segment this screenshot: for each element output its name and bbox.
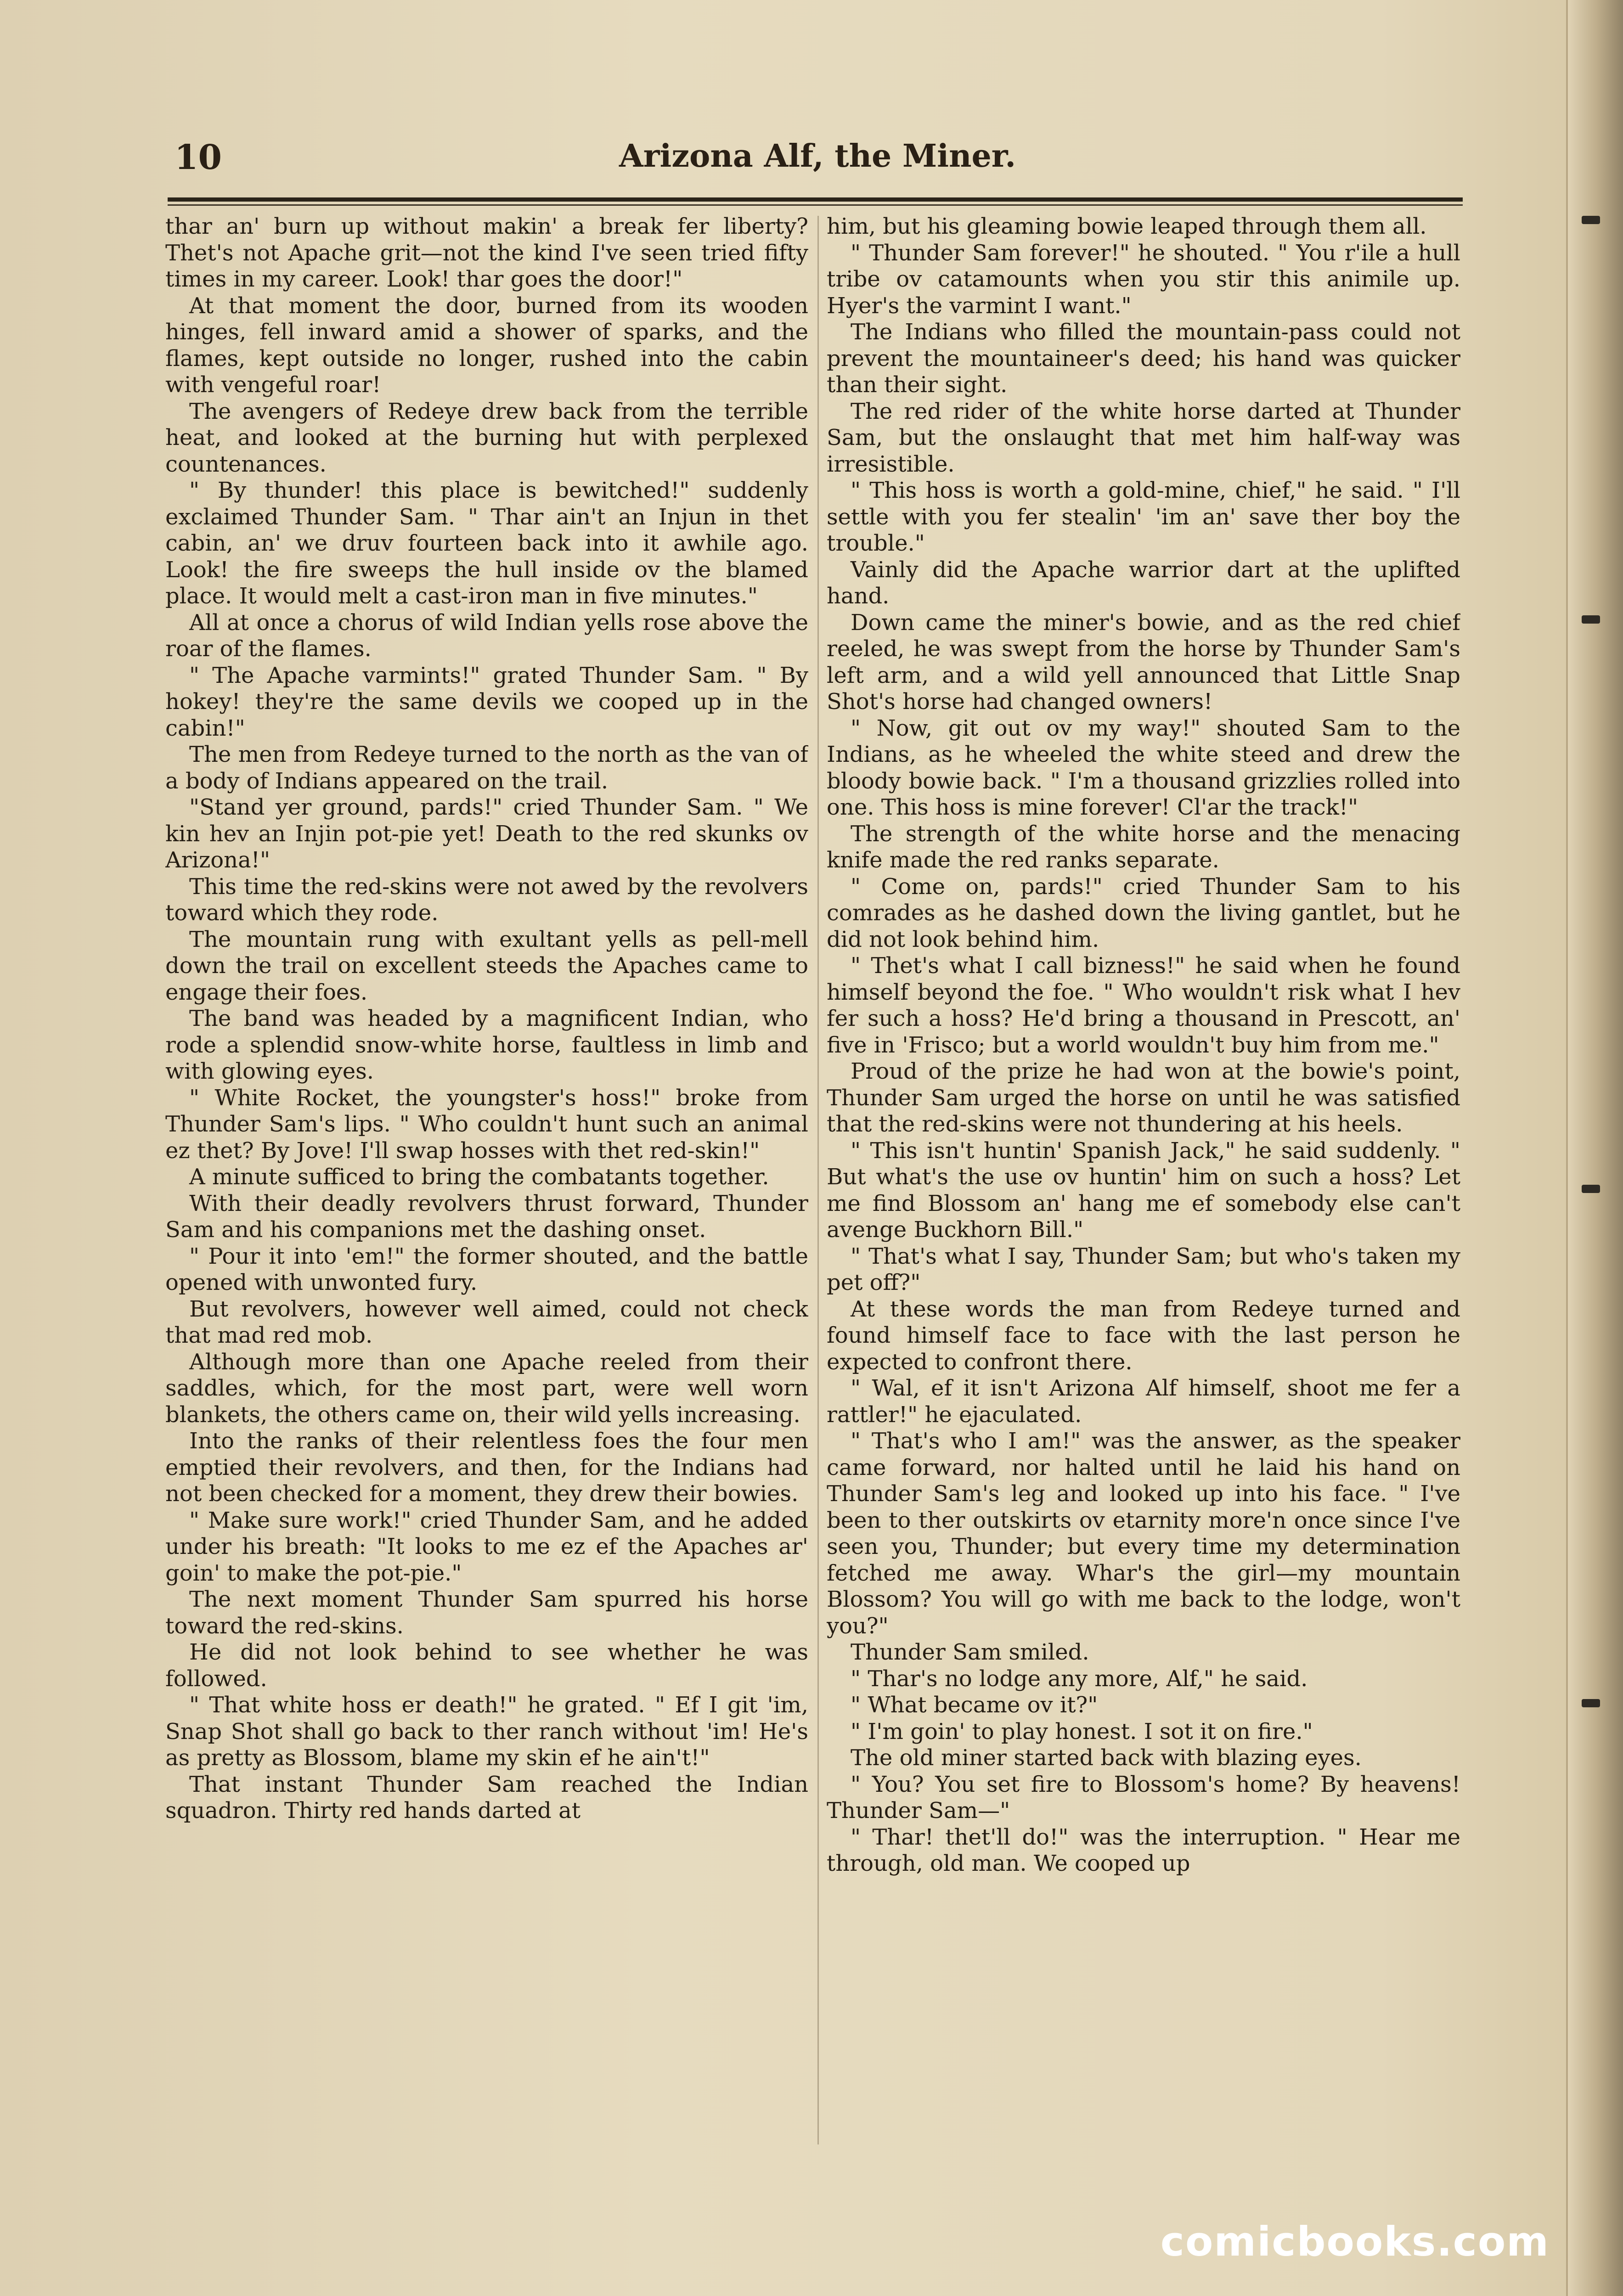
text-column-right: [827, 214, 1460, 2142]
text-column-left: [165, 214, 808, 2142]
header-rule-thin: [168, 204, 1463, 206]
paragraph: Proud of the prize he had won at the bowie's point, Thunder Sam urged the horse on until he was satisfied that the red-skins were not thundering at his heels.: [827, 1058, 1460, 1137]
paragraph: The strength of the white horse and the menacing knife made the red ranks separate.: [827, 821, 1460, 873]
paragraph: " This hoss is worth a gold-mine, chief," he said. " I'll settle with you fer stealin' 'im an' save ther boy the trouble.": [827, 478, 1460, 556]
paragraph: " Thar! thet'll do!" was the interruption. " Hear me through, old man. We cooped up: [827, 1824, 1460, 1876]
page-header: [175, 138, 1460, 197]
paragraph: " Thet's what I call bizness!" he said when he found himself beyond the foe. " Who wouldn't risk what I hev fer such a hoss? He'd bring a thousand in Prescott, an' five in 'Frisco; but a world wouldn't buy him from me.": [827, 953, 1460, 1058]
paragraph: The old miner started back with blazing eyes.: [851, 1745, 1362, 1771]
paragraph: " That's what I say, Thunder Sam; but who's taken my pet off?": [827, 1243, 1460, 1295]
column-divider: [817, 216, 819, 2144]
paragraph: " Wal, ef it isn't Arizona Alf himself, shoot me fer a rattler!" he ejaculated.: [827, 1375, 1460, 1428]
page-binding: [1566, 0, 1623, 2296]
paragraph: " White Rocket, the youngster's hoss!" broke from Thunder Sam's lips. " Who couldn't hunt such an animal ez thet? By Jove! I'll swap hosses with thet red-skin!": [165, 1085, 808, 1164]
paragraph: him, but his gleaming bowie leaped through them all.: [827, 214, 1427, 239]
paragraph: The band was headed by a magnificent Indian, who rode a splendid snow-white horse, faultless in limb and with glowing eyes.: [165, 1006, 808, 1084]
paragraph: " That's who I am!" was the answer, as the speaker came forward, nor halted until he laid his hand on Thunder Sam's leg and looked up into his face. " I've been to ther outskirts ov etarnity more'n once since I've seen you, Thunder; but every time my determination fetched me away. Whar's the girl—my mountain Blossom? You will go with me back to the lodge, won't you?": [827, 1428, 1460, 1639]
paragraph: " I'm goin' to play honest. I sot it on fire.": [851, 1718, 1313, 1745]
paragraph: The avengers of Redeye drew back from the terrible heat, and looked at the burning hut with perplexed countenances.: [165, 398, 808, 477]
paragraph: Although more than one Apache reeled from their saddles, which, for the most part, were well worn blankets, the others came on, their wild yells increasing.: [165, 1349, 808, 1428]
paragraph: " Make sure work!" cried Thunder Sam, and he added under his breath: "It looks to me ez ef the Apaches ar' goin' to make the pot-pie.": [165, 1507, 808, 1586]
binding-stitch: [1582, 1185, 1600, 1193]
paragraph: " That white hoss er death!" he grated. " Ef I git 'im, Snap Shot shall go back to ther ranch without 'im! He's as pretty as Blossom, blame my skin ef he ain't!": [165, 1692, 808, 1771]
paragraph: "Stand yer ground, pards!" cried Thunder Sam. " We kin hev an Injin pot-pie yet! Death to the red skunks ov Arizona!": [165, 794, 808, 873]
paragraph: At these words the man from Redeye turned and found himself face to face with the last person he expected to confront there.: [827, 1296, 1460, 1375]
paragraph: " Thar's no lodge any more, Alf," he said.: [851, 1666, 1308, 1692]
binding-stitch: [1582, 216, 1600, 224]
paragraph: With their deadly revolvers thrust forward, Thunder Sam and his companions met the dashing onset.: [165, 1190, 808, 1243]
running-title: Arizona Alf, the Miner.: [619, 138, 1016, 174]
header-rule: [168, 197, 1463, 202]
paragraph: A minute sufficed to bring the combatants together.: [189, 1164, 769, 1190]
paragraph: The mountain rung with exultant yells as pell-mell down the trail on excellent steeds the Apaches came to engage their foes.: [165, 926, 808, 1005]
paragraph: " Thunder Sam forever!" he shouted. " You r'ile a hull tribe ov catamounts when you stir this animile up. Hyer's the varmint I want.": [827, 240, 1460, 319]
paragraph: " You? You set fire to Blossom's home? By heavens! Thunder Sam—": [827, 1771, 1460, 1823]
paragraph: " By thunder! this place is bewitched!" suddenly exclaimed Thunder Sam. " Thar ain't an Injun in thet cabin, an' we druv fourteen back into it awhile ago. Look! the fire sweeps the hull inside ov the blamed place. It would melt a cast-iron man in five minutes.": [165, 478, 808, 609]
paragraph: At that moment the door, burned from its wooden hinges, fell inward amid a shower of sparks, and the flames, kept outside no longer, rushed into the cabin with vengeful roar!: [165, 293, 808, 398]
paragraph: But revolvers, however well aimed, could not check that mad red mob.: [165, 1296, 808, 1348]
paragraph: " The Apache varmints!" grated Thunder Sam. " By hokey! they're the same devils we cooped up in the cabin!": [165, 662, 808, 741]
binding-stitch: [1582, 615, 1600, 624]
paragraph: Down came the miner's bowie, and as the red chief reeled, he was swept from the horse by Thunder Sam's left arm, and a wild yell announced that Little Snap Shot's horse had changed owners!: [827, 609, 1460, 715]
paragraph: All at once a chorus of wild Indian yells rose above the roar of the flames.: [165, 609, 808, 662]
paragraph: The next moment Thunder Sam spurred his horse toward the red-skins.: [165, 1587, 808, 1639]
paragraph: " Pour it into 'em!" the former shouted, and the battle opened with unwonted fury.: [165, 1243, 808, 1295]
paragraph: The Indians who filled the mountain-pass could not prevent the mountaineer's deed; his hand was quicker than their sight.: [827, 319, 1460, 398]
paragraph: Vainly did the Apache warrior dart at the uplifted hand.: [827, 557, 1460, 609]
watermark: comicbooks.com: [1160, 2218, 1550, 2265]
paragraph: thar an' burn up without makin' a break fer liberty? Thet's not Apache grit—not the kind I've seen tried fifty times in my career. Look! thar goes the door!": [165, 214, 808, 292]
page-number: 10: [175, 138, 222, 177]
paragraph: The red rider of the white horse darted at Thunder Sam, but the onslaught that met him half-way was irresistible.: [827, 398, 1460, 477]
paragraph: Into the ranks of their relentless foes the four men emptied their revolvers, and then, for the Indians had not been checked for a moment, they drew their bowies.: [165, 1428, 808, 1507]
paragraph: " What became ov it?": [851, 1692, 1098, 1718]
paragraph: " This isn't huntin' Spanish Jack," he said suddenly. " But what's the use ov huntin' him on such a hoss? Let me find Blossom an' hang me ef somebody else can't avenge Buckhorn Bill.": [827, 1137, 1460, 1243]
paragraph: This time the red-skins were not awed by the revolvers toward which they rode.: [165, 873, 808, 926]
paragraph: The men from Redeye turned to the north as the van of a body of Indians appeared on the trail.: [165, 742, 808, 794]
paragraph: " Come on, pards!" cried Thunder Sam to his comrades as he dashed down the living gantlet, but he did not look behind him.: [827, 873, 1460, 952]
paragraph: " Now, git out ov my way!" shouted Sam to the Indians, as he wheeled the white steed and drew the bloody bowie back. " I'm a thousand grizzlies rolled into one. This hoss is mine forever! Cl'ar the track!": [827, 715, 1460, 820]
paragraph: Thunder Sam smiled.: [851, 1639, 1089, 1665]
binding-stitch: [1582, 1699, 1600, 1707]
paragraph: He did not look behind to see whether he was followed.: [165, 1639, 808, 1692]
paragraph: That instant Thunder Sam reached the Indian squadron. Thirty red hands darted at: [165, 1771, 808, 1823]
